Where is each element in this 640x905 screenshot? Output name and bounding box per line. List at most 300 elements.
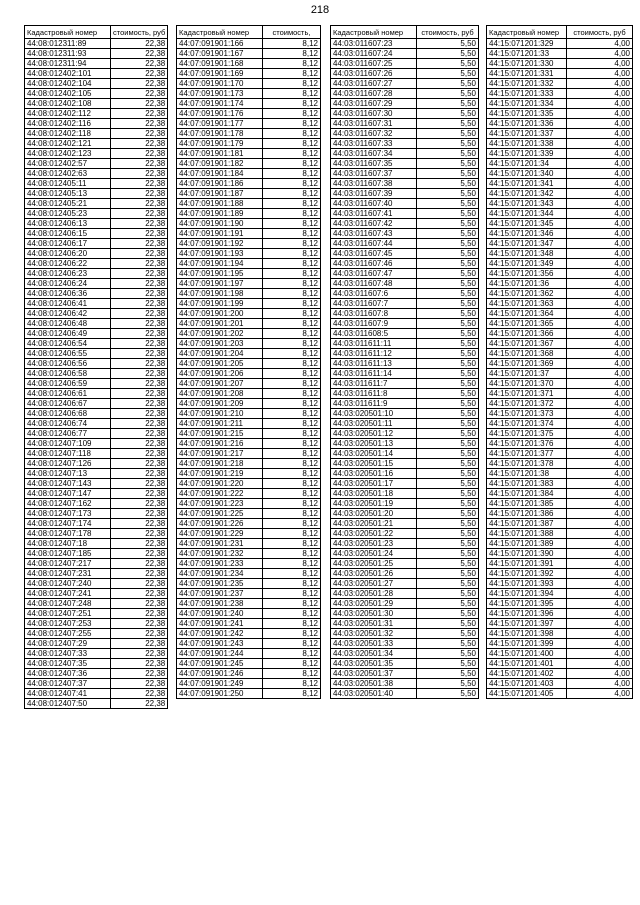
table-row [331,49,479,59]
cost-cell: 5,50 [417,299,479,309]
table-row [25,189,168,199]
cost-cell: 22,38 [111,209,168,219]
cost-cell: 5,50 [417,99,479,109]
cadastral-number-cell: 44:15:071201:339 [487,149,567,159]
table-row [25,469,168,479]
table-row [177,139,321,149]
cadastral-number-cell: 44:15:071201:399 [487,639,567,649]
table-row [331,549,479,559]
cost-cell: 4,00 [567,529,633,539]
cadastral-number-cell: 44:07:091901:223 [177,499,263,509]
cost-cell: 4,00 [567,369,633,379]
table-row [487,669,633,679]
cadastral-number-cell: 44:03:011607:7 [331,299,417,309]
table-row [487,509,633,519]
cadastral-number-cell: 44:08:012407:143 [25,479,111,489]
cost-cell: 22,38 [111,219,168,229]
table-row [331,419,479,429]
table-row [331,169,479,179]
cadastral-number-cell: 44:03:011608:5 [331,329,417,339]
cost-cell: 5,50 [417,259,479,269]
header-cadastral-number: Кадастровый номер [487,26,567,39]
table-row [331,189,479,199]
table-row [25,409,168,419]
cost-cell: 5,50 [417,309,479,319]
table-row [487,559,633,569]
header-cadastral-number: Кадастровый номер [25,26,111,39]
cadastral-number-cell: 44:08:012406:23 [25,269,111,279]
cost-cell: 8,12 [263,99,321,109]
table-row [177,89,321,99]
table-row [487,399,633,409]
cadastral-number-cell: 44:03:020501:25 [331,559,417,569]
table-row [177,439,321,449]
cost-cell: 4,00 [567,259,633,269]
cadastral-number-cell: 44:07:091901:192 [177,239,263,249]
cadastral-number-cell: 44:07:091901:242 [177,629,263,639]
cost-cell: 22,38 [111,649,168,659]
cost-cell: 22,38 [111,159,168,169]
table-row [331,229,479,239]
cadastral-number-cell: 44:15:071201:337 [487,129,567,139]
cadastral-number-cell: 44:15:071201:389 [487,539,567,549]
cadastral-number-cell: 44:15:071201:364 [487,309,567,319]
cadastral-number-cell: 44:08:012406:61 [25,389,111,399]
cost-cell: 22,38 [111,189,168,199]
table-row [331,479,479,489]
cost-cell: 22,38 [111,369,168,379]
table-row [331,319,479,329]
cost-cell: 22,38 [111,59,168,69]
cadastral-number-cell: 44:03:020501:16 [331,469,417,479]
cadastral-number-cell: 44:15:071201:369 [487,359,567,369]
cadastral-number-cell: 44:08:012402:63 [25,169,111,179]
cost-cell: 22,38 [111,49,168,59]
table-row [177,299,321,309]
cadastral-number-cell: 44:15:071201:400 [487,649,567,659]
table-row [25,69,168,79]
cadastral-number-cell: 44:08:012407:109 [25,439,111,449]
table-row [487,469,633,479]
cadastral-table-1 [24,25,168,709]
cost-cell: 22,38 [111,679,168,689]
cadastral-number-cell: 44:07:091901:216 [177,439,263,449]
cost-cell: 4,00 [567,349,633,359]
cadastral-number-cell: 44:03:020501:13 [331,439,417,449]
cost-cell: 4,00 [567,449,633,459]
table-row [487,109,633,119]
cost-cell: 22,38 [111,579,168,589]
cadastral-number-cell: 44:15:071201:383 [487,479,567,489]
cost-cell: 22,38 [111,519,168,529]
table-row [487,99,633,109]
cadastral-number-cell: 44:15:071201:397 [487,619,567,629]
cadastral-number-cell: 44:03:020501:27 [331,579,417,589]
cost-cell: 5,50 [417,289,479,299]
cadastral-number-cell: 44:03:011611:13 [331,359,417,369]
cost-cell: 4,00 [567,179,633,189]
cost-cell: 22,38 [111,399,168,409]
cadastral-number-cell: 44:07:091901:222 [177,489,263,499]
table-row [25,439,168,449]
table-row [487,319,633,329]
cost-cell: 4,00 [567,389,633,399]
table-row [487,89,633,99]
cost-cell: 5,50 [417,269,479,279]
cost-cell: 8,12 [263,49,321,59]
table-row [25,509,168,519]
cadastral-table-4 [486,25,633,699]
cadastral-number-cell: 44:15:071201:344 [487,209,567,219]
cadastral-number-cell: 44:15:071201:343 [487,199,567,209]
cost-cell: 4,00 [567,469,633,479]
cost-cell: 8,12 [263,439,321,449]
cost-cell: 22,38 [111,699,168,709]
cadastral-number-cell: 44:03:020501:40 [331,689,417,699]
table-row [25,99,168,109]
table-row [177,389,321,399]
cadastral-number-cell: 44:07:091901:217 [177,449,263,459]
cadastral-number-cell: 44:15:071201:365 [487,319,567,329]
table-row [25,129,168,139]
cost-cell: 8,12 [263,249,321,259]
table-row [331,329,479,339]
cadastral-number-cell: 44:15:071201:394 [487,589,567,599]
table-row [177,549,321,559]
cadastral-number-cell: 44:08:012405:11 [25,179,111,189]
cadastral-number-cell: 44:03:011607:34 [331,149,417,159]
table-row [25,389,168,399]
cost-cell: 22,38 [111,169,168,179]
table-row [25,679,168,689]
cost-cell: 22,38 [111,659,168,669]
table-row [487,619,633,629]
cadastral-number-cell: 44:08:012407:162 [25,499,111,509]
table-row [177,589,321,599]
cost-cell: 8,12 [263,389,321,399]
cadastral-number-cell: 44:03:011607:32 [331,129,417,139]
cadastral-number-cell: 44:07:091901:168 [177,59,263,69]
cadastral-number-cell: 44:08:012407:37 [25,679,111,689]
cadastral-number-cell: 44:08:012407:118 [25,449,111,459]
cost-cell: 5,50 [417,489,479,499]
cadastral-number-cell: 44:15:071201:402 [487,669,567,679]
table-row [25,289,168,299]
cost-cell: 5,50 [417,649,479,659]
table-row [331,69,479,79]
cadastral-number-cell: 44:08:012407:217 [25,559,111,569]
table-row [25,309,168,319]
cadastral-number-cell: 44:08:012406:20 [25,249,111,259]
cadastral-number-cell: 44:15:071201:368 [487,349,567,359]
table-row [25,149,168,159]
cadastral-number-cell: 44:08:012402:105 [25,89,111,99]
cadastral-number-cell: 44:15:071201:333 [487,89,567,99]
table-row [177,229,321,239]
cadastral-number-cell: 44:15:071201:329 [487,39,567,49]
cadastral-number-cell: 44:08:012407:253 [25,619,111,629]
cadastral-number-cell: 44:07:091901:237 [177,589,263,599]
cost-cell: 8,12 [263,559,321,569]
cadastral-number-cell: 44:07:091901:210 [177,409,263,419]
cost-cell: 8,12 [263,59,321,69]
table-row [487,49,633,59]
cadastral-number-cell: 44:03:020501:32 [331,629,417,639]
cadastral-number-cell: 44:07:091901:176 [177,109,263,119]
cadastral-number-cell: 44:03:011607:25 [331,59,417,69]
table-row [331,349,479,359]
table-row [25,539,168,549]
cadastral-number-cell: 44:03:011607:31 [331,119,417,129]
table-row [331,499,479,509]
table-row [177,659,321,669]
table-row [487,279,633,289]
table-row [331,579,479,589]
cadastral-number-cell: 44:03:011607:43 [331,229,417,239]
cadastral-number-cell: 44:15:071201:366 [487,329,567,339]
cost-cell: 5,50 [417,449,479,459]
table-row [331,519,479,529]
table-row [25,579,168,589]
cadastral-number-cell: 44:08:012406:74 [25,419,111,429]
cost-cell: 5,50 [417,369,479,379]
cadastral-number-cell: 44:03:011607:44 [331,239,417,249]
table-row [177,399,321,409]
cadastral-number-cell: 44:15:071201:367 [487,339,567,349]
table-row [25,369,168,379]
cadastral-number-cell: 44:08:012311:89 [25,39,111,49]
cadastral-number-cell: 44:08:012406:54 [25,339,111,349]
cost-cell: 4,00 [567,639,633,649]
cost-cell: 5,50 [417,479,479,489]
cost-cell: 22,38 [111,509,168,519]
cadastral-number-cell: 44:03:011607:47 [331,269,417,279]
cadastral-number-cell: 44:03:020501:37 [331,669,417,679]
cadastral-number-cell: 44:15:071201:331 [487,69,567,79]
cost-cell: 5,50 [417,639,479,649]
table-row [177,209,321,219]
table-row [177,59,321,69]
table-row [331,339,479,349]
cadastral-number-cell: 44:08:012407:248 [25,599,111,609]
cadastral-number-cell: 44:15:071201:38 [487,469,567,479]
cost-cell: 22,38 [111,119,168,129]
cost-cell: 4,00 [567,309,633,319]
cadastral-number-cell: 44:15:071201:342 [487,189,567,199]
cadastral-number-cell: 44:07:091901:211 [177,419,263,429]
cadastral-number-cell: 44:15:071201:356 [487,269,567,279]
cost-cell: 8,12 [263,239,321,249]
cost-cell: 8,12 [263,269,321,279]
cadastral-number-cell: 44:15:071201:373 [487,409,567,419]
table-row [177,279,321,289]
cost-cell: 4,00 [567,599,633,609]
table-row [487,529,633,539]
cadastral-number-cell: 44:03:020501:19 [331,499,417,509]
table-row [487,609,633,619]
cost-cell: 4,00 [567,649,633,659]
cost-cell: 22,38 [111,609,168,619]
cadastral-number-cell: 44:03:020501:30 [331,609,417,619]
table-row [331,449,479,459]
cost-cell: 22,38 [111,229,168,239]
cost-cell: 4,00 [567,109,633,119]
cadastral-number-cell: 44:08:012406:13 [25,219,111,229]
header-cadastral-number: Кадастровый номер [331,26,417,39]
table-row [177,129,321,139]
cost-cell: 4,00 [567,249,633,259]
cadastral-table-2 [176,25,321,699]
table-row [487,79,633,89]
cadastral-number-cell: 44:08:012407:13 [25,469,111,479]
cadastral-number-cell: 44:07:091901:218 [177,459,263,469]
table-row [487,229,633,239]
cadastral-number-cell: 44:03:020501:26 [331,569,417,579]
cost-cell: 22,38 [111,469,168,479]
cadastral-number-cell: 44:15:071201:376 [487,439,567,449]
cost-cell: 4,00 [567,299,633,309]
table-row [331,459,479,469]
cost-cell: 5,50 [417,139,479,149]
cadastral-number-cell: 44:08:012407:240 [25,579,111,589]
cost-cell: 8,12 [263,119,321,129]
cost-cell: 5,50 [417,399,479,409]
cadastral-number-cell: 44:03:020501:22 [331,529,417,539]
cadastral-number-cell: 44:03:020501:33 [331,639,417,649]
table-row [331,239,479,249]
table-row [177,499,321,509]
cadastral-number-cell: 44:03:020501:31 [331,619,417,629]
table-row [177,469,321,479]
table-row [177,609,321,619]
table-row [331,679,479,689]
cost-cell: 5,50 [417,199,479,209]
cadastral-number-cell: 44:03:011607:38 [331,179,417,189]
cost-cell: 4,00 [567,139,633,149]
cost-cell: 5,50 [417,389,479,399]
cadastral-number-cell: 44:03:011611:12 [331,349,417,359]
cadastral-number-cell: 44:15:071201:401 [487,659,567,669]
cadastral-number-cell: 44:07:091901:169 [177,69,263,79]
cost-cell: 4,00 [567,509,633,519]
table-row [25,659,168,669]
cost-cell: 4,00 [567,209,633,219]
table-row [25,379,168,389]
cadastral-number-cell: 44:07:091901:231 [177,539,263,549]
table-row [331,109,479,119]
cadastral-number-cell: 44:15:071201:362 [487,289,567,299]
cost-cell: 4,00 [567,49,633,59]
cadastral-number-cell: 44:07:091901:219 [177,469,263,479]
table-row [177,429,321,439]
cost-cell: 8,12 [263,279,321,289]
cadastral-number-cell: 44:03:020501:10 [331,409,417,419]
cadastral-number-cell: 44:07:091901:233 [177,559,263,569]
cost-cell: 8,12 [263,549,321,559]
table-row [177,179,321,189]
table-row [25,429,168,439]
cadastral-number-cell: 44:07:091901:179 [177,139,263,149]
cost-cell: 4,00 [567,199,633,209]
cost-cell: 8,12 [263,139,321,149]
cost-cell: 8,12 [263,679,321,689]
table-row [331,599,479,609]
cost-cell: 4,00 [567,569,633,579]
cadastral-number-cell: 44:08:012402:116 [25,119,111,129]
cost-cell: 8,12 [263,629,321,639]
table-row [331,369,479,379]
cost-cell: 8,12 [263,349,321,359]
cadastral-number-cell: 44:03:011607:24 [331,49,417,59]
cost-cell: 5,50 [417,599,479,609]
cost-cell: 22,38 [111,289,168,299]
cadastral-number-cell: 44:15:071201:372 [487,399,567,409]
cadastral-number-cell: 44:07:091901:220 [177,479,263,489]
header-cost: стоимость, руб [111,26,168,39]
table-row [331,259,479,269]
cost-cell: 5,50 [417,149,479,159]
cadastral-number-cell: 44:07:091901:187 [177,189,263,199]
cadastral-number-cell: 44:15:071201:348 [487,249,567,259]
table-row [177,359,321,369]
table-row [487,689,633,699]
cadastral-number-cell: 44:15:071201:34 [487,159,567,169]
table-row [25,549,168,559]
cost-cell: 22,38 [111,99,168,109]
cadastral-number-cell: 44:08:012407:174 [25,519,111,529]
cadastral-number-cell: 44:07:091901:215 [177,429,263,439]
cost-cell: 22,38 [111,129,168,139]
cadastral-number-cell: 44:08:012402:121 [25,139,111,149]
cost-cell: 22,38 [111,389,168,399]
cadastral-number-cell: 44:03:011611:11 [331,339,417,349]
table-row [331,529,479,539]
cost-cell: 4,00 [567,329,633,339]
table-row [25,559,168,569]
cost-cell: 22,38 [111,179,168,189]
table-row [487,499,633,509]
cost-cell: 8,12 [263,109,321,119]
cost-cell: 8,12 [263,39,321,49]
table-row [177,639,321,649]
table-row [487,419,633,429]
cadastral-number-cell: 44:07:091901:234 [177,569,263,579]
cadastral-number-cell: 44:08:012405:13 [25,189,111,199]
table-row [331,139,479,149]
cost-cell: 5,50 [417,209,479,219]
table-header-row [331,26,479,39]
cadastral-number-cell: 44:03:011611:9 [331,399,417,409]
table-row [177,249,321,259]
cost-cell: 5,50 [417,689,479,699]
cost-cell: 4,00 [567,679,633,689]
cost-cell: 5,50 [417,239,479,249]
table-row [487,359,633,369]
table-row [177,239,321,249]
cadastral-number-cell: 44:08:012406:15 [25,229,111,239]
cadastral-number-cell: 44:08:012406:48 [25,319,111,329]
table-row [331,469,479,479]
cost-cell: 22,38 [111,429,168,439]
cost-cell: 8,12 [263,529,321,539]
cadastral-number-cell: 44:03:011607:37 [331,169,417,179]
cadastral-number-cell: 44:07:091901:204 [177,349,263,359]
table-row [177,529,321,539]
cadastral-number-cell: 44:07:091901:243 [177,639,263,649]
cost-cell: 5,50 [417,189,479,199]
cost-cell: 22,38 [111,459,168,469]
cadastral-number-cell: 44:03:011607:30 [331,109,417,119]
